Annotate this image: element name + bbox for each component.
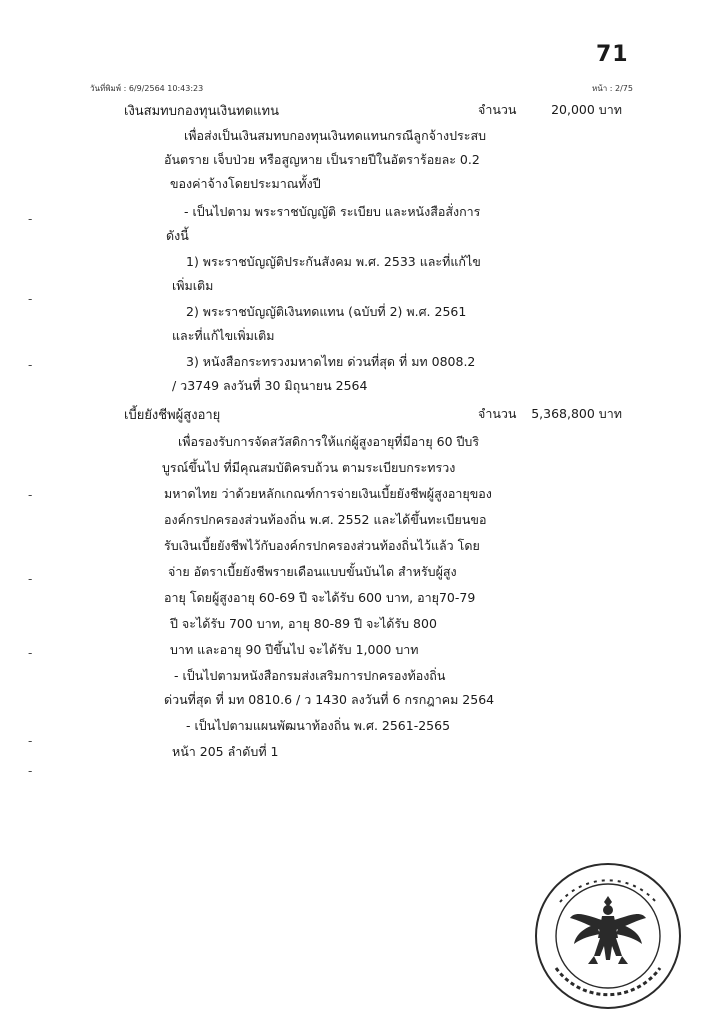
section2-line: เพื่อรองรับการจัดสวัสดิการให้แก่ผู้สูงอายุที่มีอายุ 60 ปีบริ: [178, 434, 480, 449]
section2-line: รับเงินเบี้ยยังชีพไว้กับองค์กรปกครองส่วนท้องถิ่นไว้แล้ว โดย: [164, 538, 480, 553]
section2-line: บูรณ์ขึ้นไป ที่มีคุณสมบัติครบถ้วน ตามระเบียบกระทรวง: [162, 460, 456, 475]
margin-mark: -: [28, 358, 33, 372]
section1-line: / ว3749 ลงวันที่ 30 มิถุนายน 2564: [172, 378, 368, 393]
section1-line: 3) หนังสือกระทรวงมหาดไทย ด่วนที่สุด ที่ มท 0808.2: [186, 354, 476, 369]
section2-line: มหาดไทย ว่าด้วยหลักเกณฑ์การจ่ายเงินเบี้ยยังชีพผู้สูงอายุของ: [164, 486, 492, 501]
official-seal: [530, 858, 686, 1014]
section1-amount: 20,000 บาท: [551, 102, 622, 117]
section2-line: อายุ โดยผู้สูงอายุ 60-69 ปี จะได้รับ 600 บาท, อายุ70-79: [164, 590, 476, 605]
page-count: หน้า : 2/75: [592, 84, 633, 93]
section1-line: เพื่อส่งเป็นเงินสมทบกองทุนเงินทดแทนกรณีลูกจ้างประสบ: [184, 128, 487, 143]
section2-line: - เป็นไปตามหนังสือกรมส่งเสริมการปกครองท้องถิ่น: [174, 668, 446, 683]
section2-line: ด่วนที่สุด ที่ มท 0810.6 / ว 1430 ลงวันที่ 6 กรกฎาคม 2564: [164, 692, 495, 707]
section2-line: - เป็นไปตามแผนพัฒนาท้องถิ่น พ.ศ. 2561-2565: [186, 718, 451, 733]
section2-line: ปี จะได้รับ 700 บาท, อายุ 80-89 ปี จะได้รับ 800: [170, 616, 437, 631]
section2-line: องค์กรปกครองส่วนท้องถิ่น พ.ศ. 2552 และได้ขึ้นทะเบียนขอ: [164, 512, 487, 527]
margin-mark: -: [28, 572, 33, 586]
section1-line: 2) พระราชบัญญัติเงินทดแทน (ฉบับที่ 2) พ.ศ. 2561: [186, 304, 467, 319]
section1-line: - เป็นไปตาม พระราชบัญญัติ ระเบียบ และหนังสือสั่งการ: [184, 204, 481, 219]
section2-line: หน้า 205 ลำดับที่ 1: [172, 744, 279, 759]
margin-mark: -: [28, 292, 33, 306]
section2-amount-label: จำนวน: [478, 406, 517, 421]
section1-line: และที่แก้ไขเพิ่มเติม: [172, 328, 275, 343]
section2-line: บาท และอายุ 90 ปีขึ้นไป จะได้รับ 1,000 บาท: [170, 642, 419, 657]
section2-amount: 5,368,800 บาท: [531, 406, 622, 421]
section1-line: อันตราย เจ็บป่วย หรือสูญหาย เป็นรายปีในอัตราร้อยละ 0.2: [164, 152, 480, 167]
section1-line: 1) พระราชบัญญัติประกันสังคม พ.ศ. 2533 และที่แก้ไข: [186, 254, 481, 269]
printed-timestamp: วันที่พิมพ์ : 6/9/2564 10:43:23: [90, 84, 204, 93]
section2-line: จ่าย อัตราเบี้ยยังชีพรายเดือนแบบขั้นบันได สำหรับผู้สูง: [168, 564, 457, 579]
section1-line: ดังนี้: [166, 228, 189, 243]
page-number: 71: [596, 42, 629, 67]
margin-mark: -: [28, 212, 33, 226]
section1-amount-label: จำนวน: [478, 102, 517, 117]
garuda-seal-icon: [530, 858, 686, 1014]
margin-mark: -: [28, 734, 33, 748]
margin-mark: -: [28, 646, 33, 660]
section1-line: เพิ่มเติม: [172, 278, 214, 293]
margin-mark: -: [28, 764, 33, 778]
section1-line: ของค่าจ้างโดยประมาณทั้งปี: [170, 176, 321, 191]
section2-title: เบี้ยยังชีพผู้สูงอายุ: [124, 408, 221, 423]
margin-mark: -: [28, 488, 33, 502]
section1-title: เงินสมทบกองทุนเงินทดแทน: [124, 104, 280, 119]
